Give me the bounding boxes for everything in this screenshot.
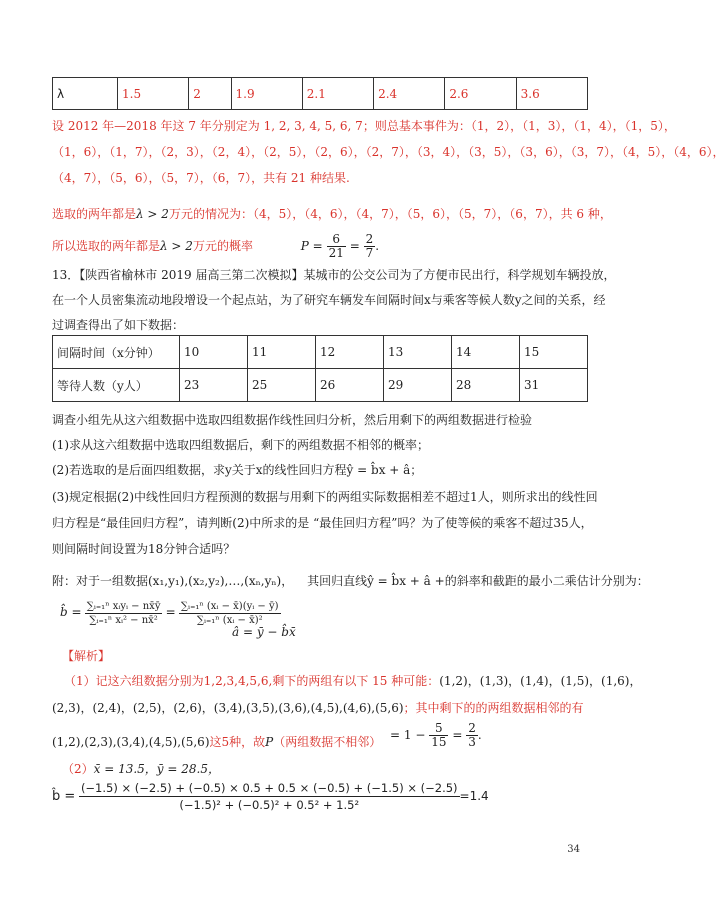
solution-line: 设 2012 年—2018 年这 7 年分别定为 1, 2, 3, 4, 5, 6, 7；则总基本事件为：（1，2），（1，3），（1，4），（1，5）， — [52, 119, 676, 133]
equals: = — [349, 239, 360, 253]
slope-calc — [52, 780, 489, 813]
table-cell: 11 — [248, 336, 316, 369]
lambda-cell: 2.6 — [445, 78, 516, 110]
text: 附：对于一组数据(x₁,y₁),(x₂,y₂),…,(xₙ,yₙ)， — [52, 574, 294, 588]
condition: λ > 2 — [160, 239, 193, 253]
text: (2,3)，(2,4)，(2,5)，(2,6)，(3,4),(3,5),(3,6),(4,5),(4,6),(5,6) — [52, 701, 404, 715]
denominator: ∑ᵢ₌₁ⁿ (xᵢ − x̄)² — [196, 615, 263, 626]
solution-line — [52, 733, 381, 750]
solution-line — [52, 205, 612, 222]
equals: = — [165, 605, 176, 619]
solution-line — [52, 699, 584, 716]
problem-number: 13． — [52, 268, 80, 282]
b-hat: b̂ = — [52, 789, 76, 804]
problem-13-line — [52, 266, 615, 283]
lambda-cell: 1.9 — [231, 78, 302, 110]
period: . — [375, 239, 380, 253]
denominator: 3 — [468, 735, 476, 749]
prob-symbol: P — [265, 735, 274, 749]
text: （两组数据不相邻） — [273, 735, 382, 749]
data-table — [52, 335, 588, 402]
formula-b — [60, 600, 281, 627]
numerator: (−1.5) × (−2.5) + (−0.5) × 0.5 + 0.5 × (−0.5) + (−1.5) × (−2.5) — [80, 781, 458, 795]
means: x̄ = 13.5，ȳ = 28.5， — [93, 762, 220, 776]
solution-line: （1，6），（1，7），（2，3），（2，4），（2，5），（2，6），（2，7），（3，4），（3，5），（3，6），（3，7），（4，5），（4，6）， — [52, 145, 725, 159]
table-cell: 23 — [180, 369, 248, 402]
text: （1）记这六组数据分别为1,2,3,4,5,6, — [64, 674, 273, 688]
solution-line — [64, 672, 642, 689]
table-cell: 31 — [520, 369, 588, 402]
text: 万元的概率 — [192, 239, 253, 253]
result: =1.4 — [459, 789, 489, 803]
period: . — [477, 728, 482, 742]
fraction — [429, 722, 448, 749]
fraction — [466, 722, 478, 749]
solution-line — [62, 760, 220, 777]
text: (1,2)，(1,3)，(1,4)，(1,5)，(1,6)， — [439, 674, 642, 688]
numerator: 5 — [429, 722, 448, 736]
prob-result — [390, 722, 482, 749]
fraction — [364, 233, 376, 260]
text: ；其中剩下的的两组数据相邻的有 — [403, 701, 584, 715]
text: 选取的两年都是 — [52, 207, 137, 221]
text: 万元的情况为：（4，5），（4，6），（4，7），（5，6），（5，7），（6，7），共 6 种， — [168, 207, 612, 221]
denominator: ∑ᵢ₌₁ⁿ xᵢ² − nx̄² — [89, 615, 158, 626]
prob-symbol: P = — [300, 239, 323, 253]
table-cell: 26 — [316, 369, 384, 402]
table-cell: 12 — [316, 336, 384, 369]
numerator: 6 — [327, 233, 346, 247]
appendix-line — [52, 572, 649, 589]
table-cell: 15 — [520, 336, 588, 369]
fraction — [327, 233, 346, 260]
denominator: (−1.5)² + (−0.5)² + 0.5² + 1.5² — [179, 798, 360, 812]
table-cell: 10 — [180, 336, 248, 369]
numerator: 2 — [365, 232, 374, 246]
problem-13-line: 过调查得出了如下数据： — [52, 318, 185, 332]
denominator: 21 — [328, 246, 344, 260]
text: 所以选取的两年都是 — [52, 239, 161, 253]
question-3: 则间隔时间设置为18分钟合适吗？ — [52, 542, 236, 556]
problem-13-line: 在一个人员密集流动地段增设一个起点站，为了研究车辆发车间隔时间x与乘客等候人数y之间的关系，经 — [52, 293, 606, 307]
denominator: 15 — [431, 735, 447, 749]
page-number: 34 — [567, 844, 580, 855]
text: （2） — [62, 762, 94, 776]
question-2: (2)若选取的是后面四组数据，求y关于x的线性回归方程ŷ = b̂x + â； — [52, 463, 423, 477]
solution-line: （4，7），（5，6），（5，7），（6，7），共有 21 种结果. — [52, 171, 350, 185]
text: 其回归直线ŷ = b̂x + â — [307, 574, 431, 588]
lambda-cell: 3.6 — [516, 78, 587, 110]
table-cell: 28 — [452, 369, 520, 402]
table-cell: 13 — [384, 336, 452, 369]
text: 这5种，故 — [209, 735, 266, 749]
text: +的斜率和截距的最小二乘估计分别为： — [434, 574, 649, 588]
text: 某城市的公交公司为了方便市民出行，科学规划车辆投放， — [303, 268, 616, 282]
lambda-cell: 1.5 — [118, 78, 189, 110]
row-head: 等待人数（y人） — [53, 369, 180, 402]
b-hat: b̂ = — [60, 605, 82, 619]
table-cell: 14 — [452, 336, 520, 369]
text: 剩下的两组有以下 15 种可能： — [272, 674, 440, 688]
numerator: 2 — [468, 721, 476, 735]
problem-source: 【陕西省榆林市 2019 届高三第二次模拟】 — [79, 268, 304, 282]
text: (1,2),(2,3),(3,4),(4,5),(5,6) — [52, 735, 210, 749]
problem-13-line: 调查小组先从这六组数据中选取四组数据作线性回归分析，然后用剩下的两组数据进行检验 — [52, 413, 533, 427]
row-head: 间隔时间（x分钟） — [53, 336, 180, 369]
table-cell: 25 — [248, 369, 316, 402]
fraction — [179, 600, 281, 627]
question-3: (3)规定根据(2)中线性回归方程预测的数据与用剩下的两组实际数据相差不超过1人，则所求出的线性回 — [52, 490, 598, 504]
solution-heading: 【解析】 — [62, 649, 111, 663]
numerator: ∑ᵢ₌₁ⁿ (xᵢ − x̄)(yᵢ − ȳ) — [180, 601, 279, 612]
condition: λ > 2 — [136, 207, 169, 221]
denominator: 7 — [365, 246, 374, 260]
question-1: (1)求从这六组数据中选取四组数据后，剩下的两组数据不相邻的概率； — [52, 438, 430, 452]
lambda-table — [52, 77, 588, 110]
table-cell: 29 — [384, 369, 452, 402]
question-3: 归方程是“最佳回归方程”，请判断(2)中所求的是 “最佳回归方程”吗？为了使等候的乘客不超过35人， — [52, 516, 593, 530]
fraction — [79, 780, 460, 813]
lambda-cell: 2 — [189, 78, 231, 110]
solution-line — [52, 233, 379, 260]
formula-a: â = ȳ − b̂x̄ — [232, 625, 296, 639]
text: = 1 − — [390, 728, 426, 742]
lambda-cell: 2.1 — [302, 78, 373, 110]
fraction — [85, 600, 163, 627]
lambda-cell: 2.4 — [374, 78, 445, 110]
numerator: ∑ᵢ₌₁ⁿ xᵢyᵢ − nx̄ȳ — [86, 601, 161, 612]
lambda-head: λ — [53, 78, 118, 110]
equals: = — [452, 728, 463, 742]
